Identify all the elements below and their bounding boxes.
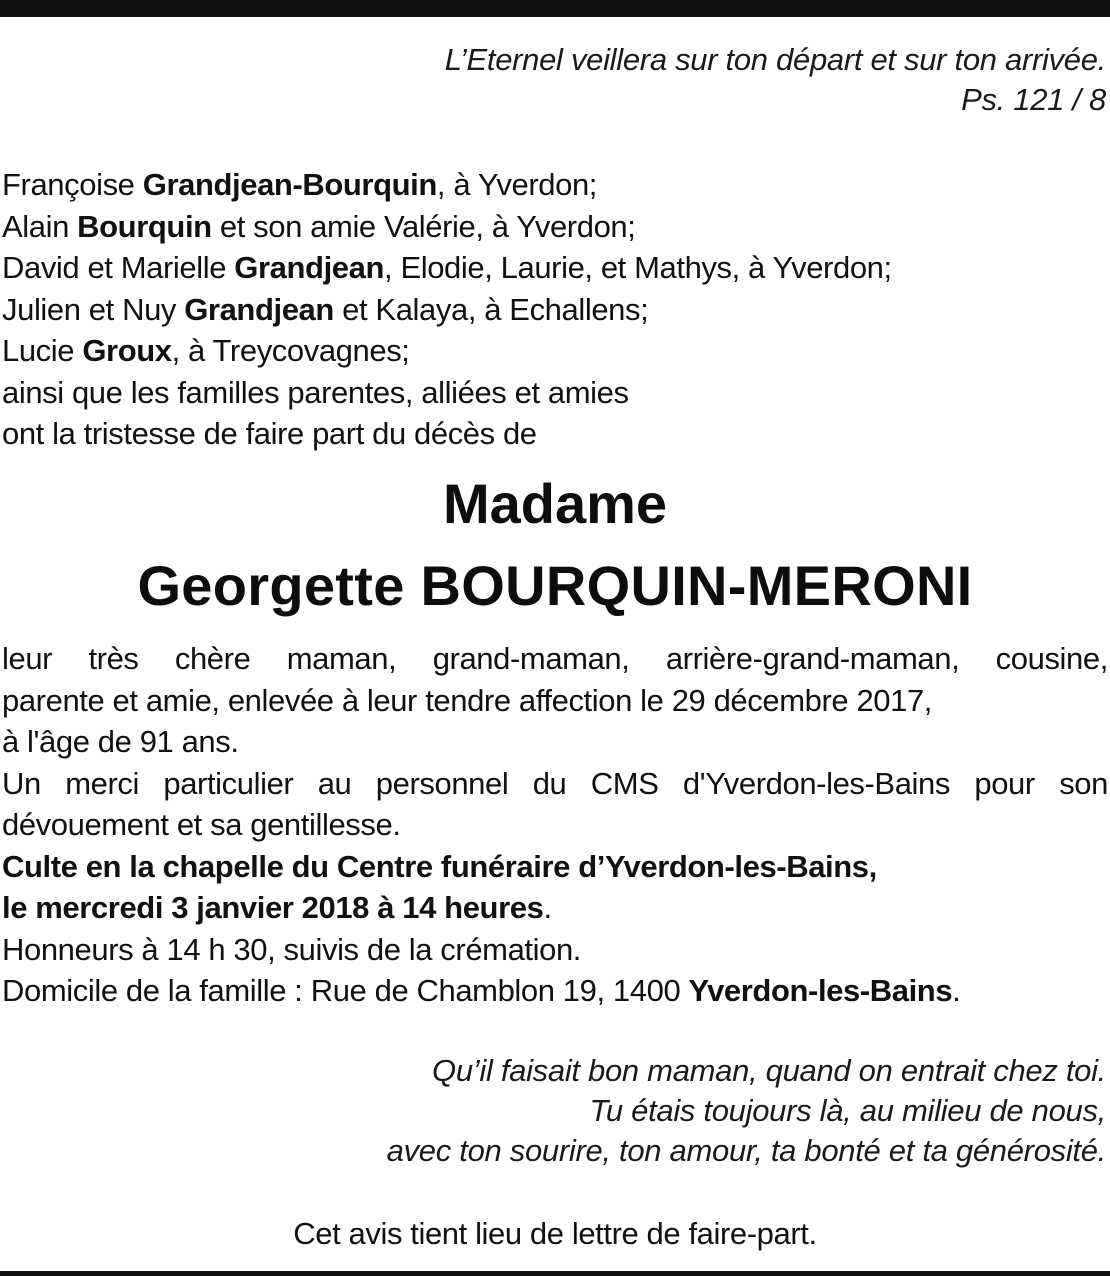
family-line: Alain Bourquin et son amie Valérie, à Yverdon; [2, 208, 636, 244]
deceased-name: Georgette BOURQUIN-MERONI [137, 554, 973, 617]
domicile-line: Domicile de la famille : Rue de Chamblon 19, 1400 Yverdon-les-Bains. [2, 973, 961, 1008]
header-verse-line-1: L’Eternel veillera sur ton départ et sur ton arrivée. [444, 42, 1106, 77]
closing-verse-line-2: Tu étais toujours là, au milieu de nous, [589, 1093, 1106, 1128]
body-line-3: à l'âge de 91 ans. [2, 724, 239, 759]
family-line: Lucie Groux, à Treycovagnes; [2, 333, 410, 368]
closing-verse-line-3: avec ton sourire, ton amour, ta bonté et ta générosité. [386, 1133, 1106, 1168]
body-line-4: Un merci particulier au personnel du CMS d'Yverdon-les-Bains pour son [2, 765, 1108, 801]
family-line: David et Marielle Grandjean, Elodie, Laurie, et Mathys, à Yverdon; [2, 250, 892, 285]
header-verse-reference: Ps. 121 / 8 [961, 82, 1106, 117]
body-line-1: leur très chère maman, grand-maman, arrière-grand-maman, cousine, [2, 641, 1108, 676]
ceremony-line-1: Culte en la chapelle du Centre funéraire d’Yverdon-les-Bains, [2, 848, 877, 884]
top-rule [0, 0, 1110, 17]
family-list [2, 164, 892, 455]
closing-verse-line-1: Qu’il faisait bon maman, quand on entrait chez toi. [432, 1053, 1106, 1088]
header-verse [445, 40, 1106, 120]
body-line-5: dévouement et sa gentillesse. [2, 807, 401, 842]
deceased-honorific: Madame [442, 472, 668, 535]
family-line: Françoise Grandjean-Bourquin, à Yverdon; [2, 167, 598, 202]
footer-note: Cet avis tient lieu de lettre de faire-part. [293, 1216, 817, 1251]
honours-line: Honneurs à 14 h 30, suivis de la crémation. [2, 931, 582, 967]
notice-body [2, 638, 1108, 1012]
body-line-2: parente et amie, enlevée à leur tendre affection le 29 décembre 2017, [2, 682, 933, 718]
bottom-rule [0, 1271, 1110, 1276]
closing-verse [387, 1051, 1106, 1171]
family-line: Julien et Nuy Grandjean et Kalaya, à Echallens; [2, 291, 649, 327]
family-tail-line-1: ainsi que les familles parentes, alliées et amies [2, 374, 629, 410]
family-tail-line-2: ont la tristesse de faire part du décès de [2, 416, 537, 451]
ceremony-line-2: le mercredi 3 janvier 2018 à 14 heures. [2, 890, 552, 925]
